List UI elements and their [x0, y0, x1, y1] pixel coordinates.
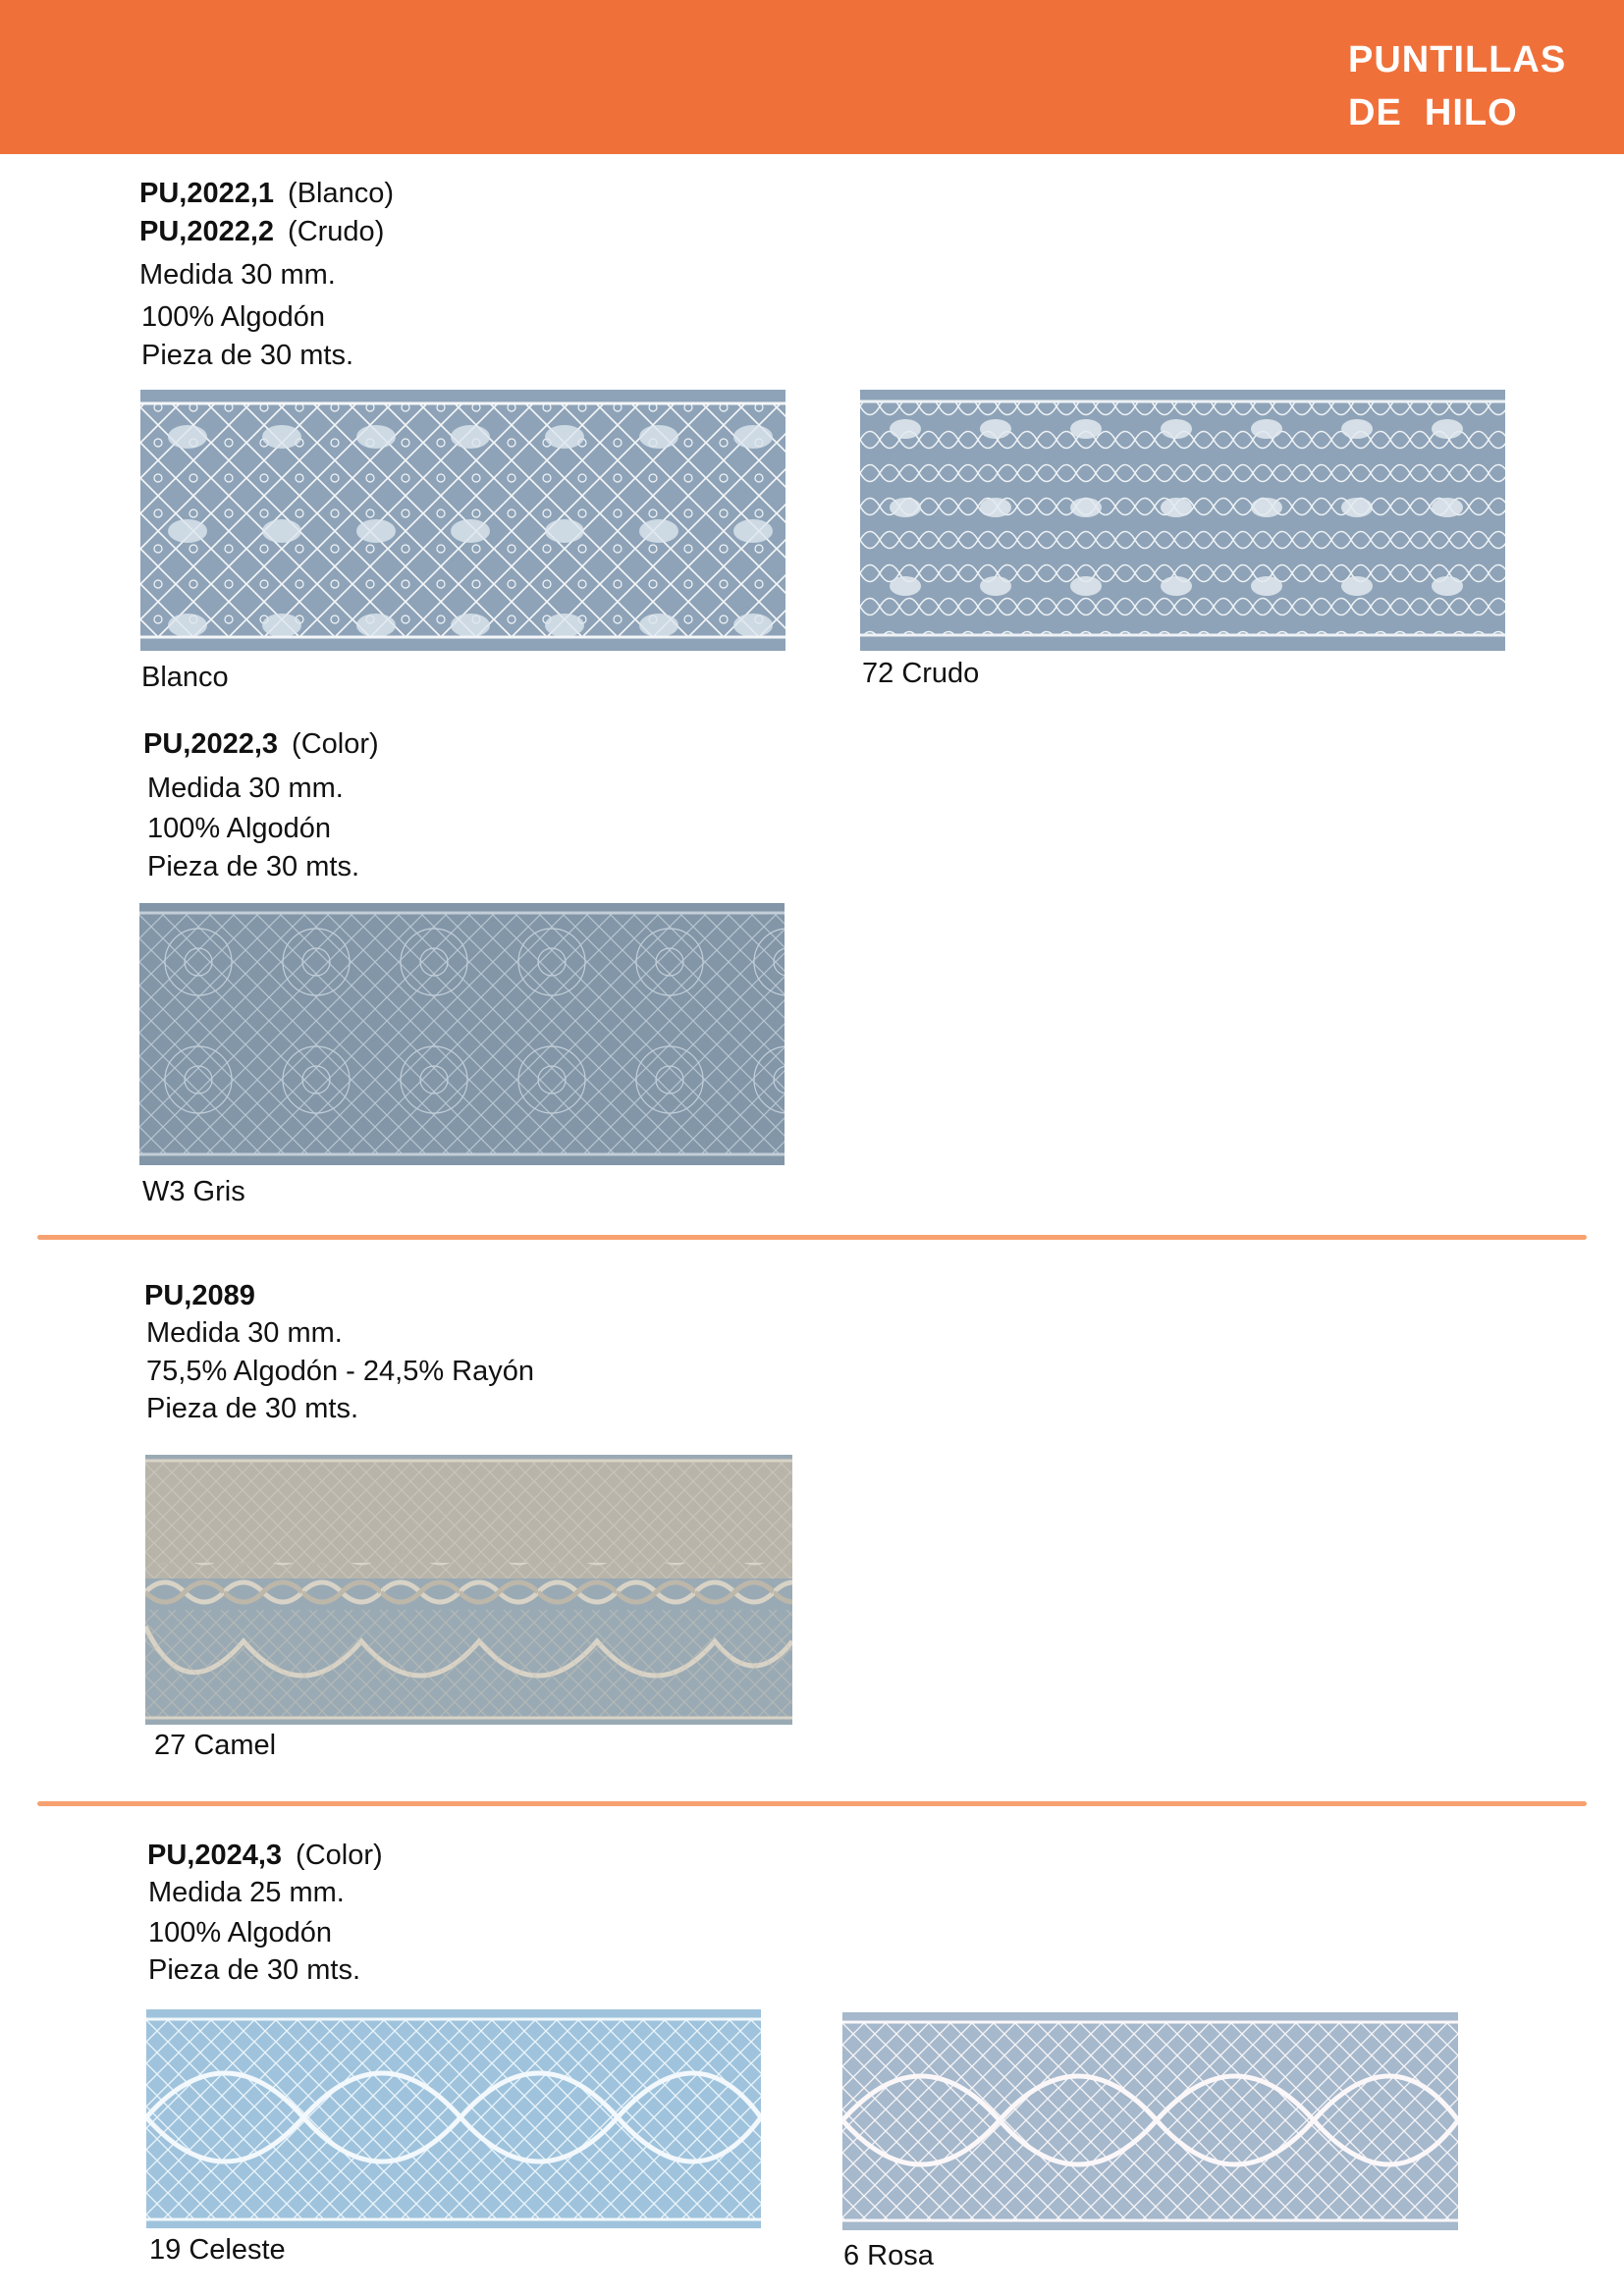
product-variant: (Color): [296, 1840, 383, 1871]
swatch-caption: 6 Rosa: [843, 2240, 934, 2271]
lace-swatch-rosa: [842, 2012, 1458, 2230]
product-code: PU,2024,3: [147, 1840, 283, 1871]
swatch-caption: 19 Celeste: [149, 2234, 286, 2266]
product-variant: (Blanco): [288, 178, 395, 209]
lace-swatch-celeste: [146, 2009, 761, 2228]
product-code: PU,2022,2: [139, 216, 275, 247]
spec-piece-length: Pieza de 30 mts.: [148, 1954, 360, 1986]
spec-piece-length: Pieza de 30 mts.: [147, 851, 359, 882]
spec-composition: 100% Algodón: [147, 813, 332, 844]
section-divider: [37, 1801, 1587, 1806]
section-divider: [37, 1235, 1587, 1240]
product-code-line: [139, 174, 394, 213]
spec-size: Medida 25 mm.: [148, 1877, 345, 1908]
product-code: PU,2022,1: [139, 178, 275, 209]
product-variant: (Crudo): [288, 216, 385, 247]
section-title-line1: PUNTILLAS: [1348, 39, 1567, 80]
lace-swatch-camel: [145, 1455, 792, 1725]
swatch-caption: Blanco: [141, 662, 229, 693]
spec-size: Medida 30 mm.: [147, 773, 344, 804]
lace-swatch-gris: [139, 903, 785, 1165]
header-band: [0, 0, 1624, 154]
product-code: PU,2022,3: [143, 728, 279, 760]
spec-size: Medida 30 mm.: [146, 1317, 343, 1349]
spec-size: Medida 30 mm.: [139, 259, 336, 291]
spec-composition: 75,5% Algodón - 24,5% Rayón: [146, 1356, 534, 1387]
product-code-line: [144, 1276, 255, 1315]
product-variant: (Color): [292, 728, 379, 760]
swatch-caption: 72 Crudo: [862, 658, 980, 689]
spec-composition: 100% Algodón: [141, 301, 326, 333]
product-code-line: [139, 212, 384, 251]
spec-piece-length: Pieza de 30 mts.: [141, 340, 353, 371]
swatch-caption: 27 Camel: [154, 1730, 277, 1761]
section-title-line2: DE HILO: [1348, 92, 1518, 133]
section-title: [1348, 33, 1566, 139]
lace-swatch-white: [140, 390, 785, 651]
swatch-caption: W3 Gris: [142, 1176, 245, 1207]
spec-piece-length: Pieza de 30 mts.: [146, 1393, 358, 1424]
lace-swatch-crudo: [860, 390, 1505, 651]
product-code: PU,2089: [144, 1280, 255, 1311]
spec-composition: 100% Algodón: [148, 1917, 333, 1949]
product-code-line: [143, 724, 379, 764]
product-code-line: [147, 1836, 383, 1875]
